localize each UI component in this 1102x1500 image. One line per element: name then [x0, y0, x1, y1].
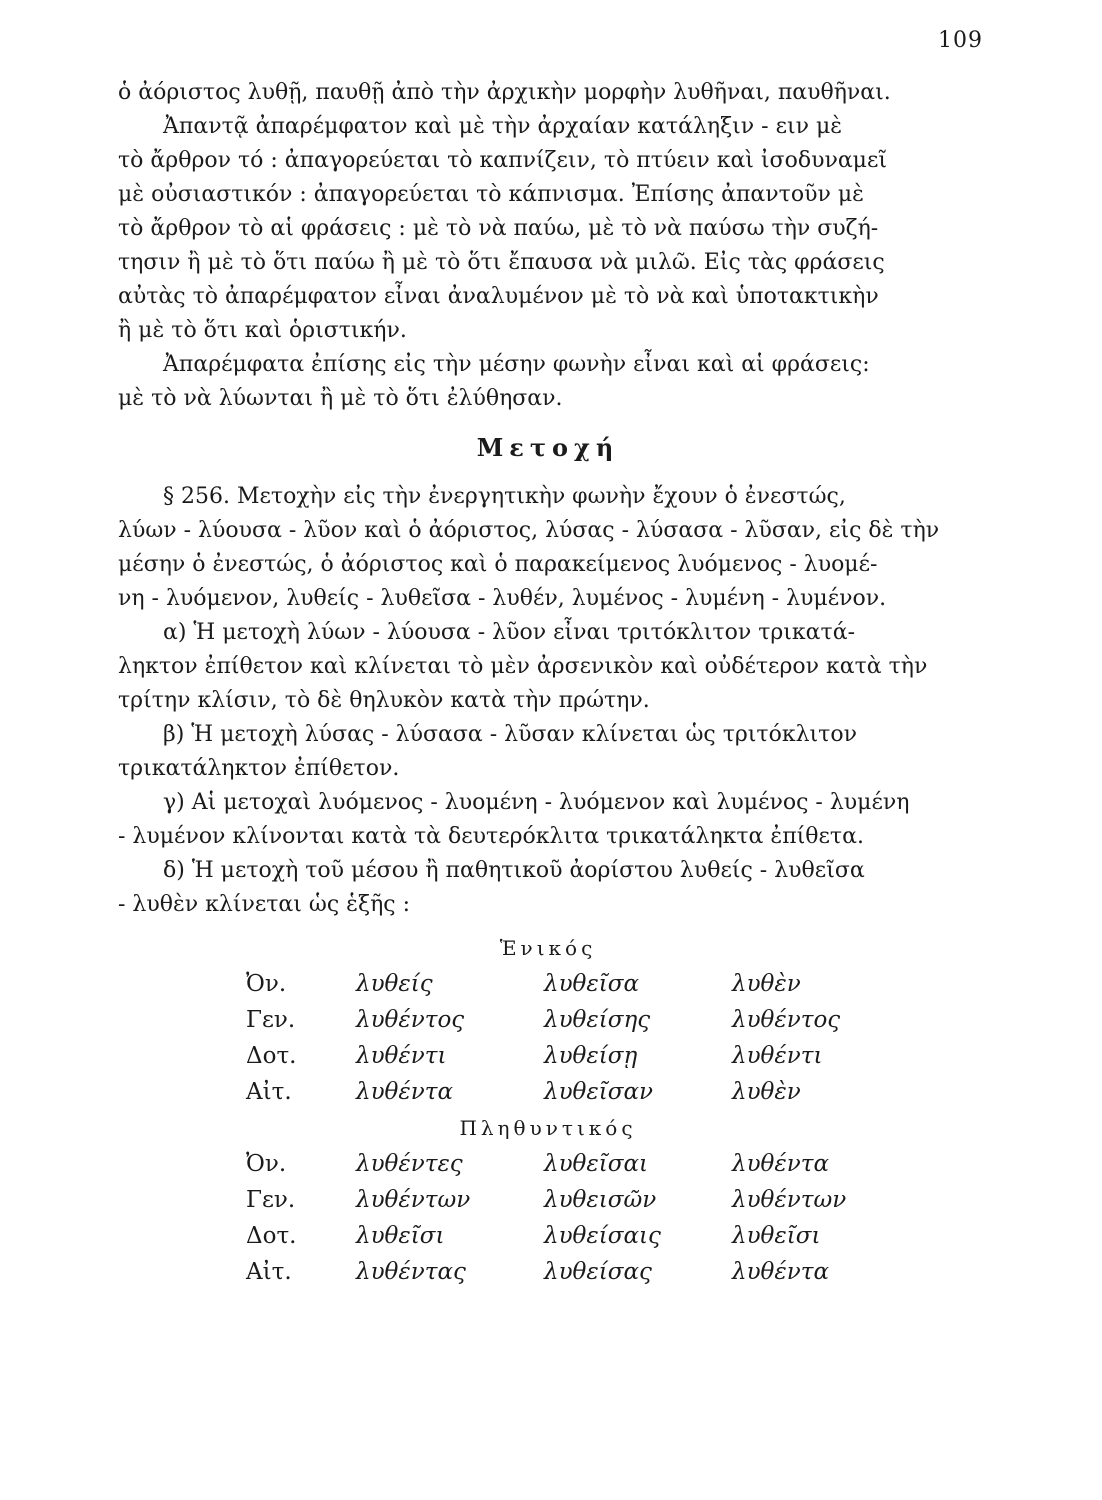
case-label: Γεν.: [246, 1007, 296, 1033]
singular-caption: Ἑνικός: [499, 936, 597, 960]
text-line: Ἀπαρέμφατα ἐπίσης εἰς τὴν μέσην φωνὴν εἶναι καὶ αἱ φράσεις:: [163, 352, 870, 377]
text-line: δ) Ἡ μετοχὴ τοῦ μέσου ἢ παθητικοῦ ἀορίστου λυθείς - λυθεῖσα: [163, 858, 865, 883]
text-line: μὲ τὸ νὰ λύωνται ἢ μὲ τὸ ὅτι ἐλύθησαν.: [118, 386, 563, 411]
neuter-form: λυθέντος: [732, 1007, 841, 1033]
neuter-form: λυθέντα: [732, 1151, 829, 1177]
text-line: τρικατάληκτον ἐπίθετον.: [118, 756, 400, 781]
table-row: [246, 1218, 892, 1254]
page-body: [118, 76, 978, 1290]
case-label: Ὀν.: [246, 1151, 287, 1177]
text-line: - λυθὲν κλίνεται ὡς ἑξῆς :: [118, 892, 410, 917]
table-row: [246, 1002, 892, 1038]
masculine-form: λυθείς: [356, 971, 433, 997]
masculine-form: λυθέντι: [356, 1043, 447, 1069]
case-label: Ὀν.: [246, 971, 287, 997]
table-row: [246, 1074, 892, 1110]
case-label: Γεν.: [246, 1187, 296, 1213]
text-line: § 256. Μετοχὴν εἰς τὴν ἐνεργητικὴν φωνὴν ἔχουν ὁ ἐνεστώς,: [163, 484, 846, 509]
feminine-form: λυθεῖσαι: [544, 1151, 649, 1177]
masculine-form: λυθέντες: [356, 1151, 463, 1177]
feminine-form: λυθεῖσαν: [544, 1079, 653, 1105]
case-label: Αἰτ.: [246, 1079, 292, 1105]
text-line: τὸ ἄρθρον τὸ αἱ φράσεις : μὲ τὸ νὰ παύω, μὲ τὸ νὰ παύσω τὴν συζή-: [118, 216, 879, 241]
case-label: Δοτ.: [246, 1223, 297, 1249]
feminine-form: λυθείσῃ: [544, 1043, 638, 1069]
text-line: ληκτον ἐπίθετον καὶ κλίνεται τὸ μὲν ἀρσενικὸν καὶ οὐδέτερον κατὰ τὴν: [118, 654, 928, 679]
text-line: α) Ἡ μετοχὴ λύων - λύουσα - λῦον εἶναι τριτόκλιτον τρικατά-: [163, 620, 856, 645]
table-row: [246, 1146, 892, 1182]
text-line: αὐτὰς τὸ ἀπαρέμφατον εἶναι ἀναλυμένον μὲ τὸ νὰ καὶ ὑποτακτικὴν: [118, 284, 879, 309]
text-line: γ) Αἱ μετοχαὶ λυόμενος - λυομένη - λυόμενον καὶ λυμένος - λυμένη: [163, 790, 910, 815]
table-row: [246, 1182, 892, 1218]
neuter-form: λυθεῖσι: [732, 1223, 821, 1249]
section-title: Μετοχή: [476, 433, 620, 462]
text-line: ὁ ἀόριστος λυθῇ, παυθῇ ἀπὸ τὴν ἀρχικὴν μορφὴν λυθῆναι, παυθῆναι.: [118, 80, 891, 105]
text-line: μὲ οὐσιαστικόν : ἀπαγορεύεται τὸ κάπνισμα. Ἐπίσης ἀπαντοῦν μὲ: [118, 182, 864, 207]
plural-table: [246, 1146, 892, 1290]
text-line: λύων - λύουσα - λῦον καὶ ὁ ἀόριστος, λύσας - λύσασα - λῦσαν, εἰς δὲ τὴν: [118, 518, 940, 543]
neuter-form: λυθέντι: [732, 1043, 823, 1069]
masculine-form: λυθέντας: [356, 1259, 466, 1285]
singular-table: [246, 966, 892, 1110]
feminine-form: λυθεισῶν: [544, 1187, 657, 1213]
page-number: 109: [938, 28, 983, 53]
neuter-form: λυθέντα: [732, 1259, 829, 1285]
text-line: μέσην ὁ ἐνεστώς, ὁ ἀόριστος καὶ ὁ παρακείμενος λυόμενος - λυομέ-: [118, 552, 878, 577]
feminine-form: λυθεῖσα: [544, 971, 639, 997]
text-line: β) Ἡ μετοχὴ λύσας - λύσασα - λῦσαν κλίνεται ὡς τριτόκλιτον: [163, 722, 857, 747]
table-row: [246, 966, 892, 1002]
text-line: τρίτην κλίσιν, τὸ δὲ θηλυκὸν κατὰ τὴν πρώτην.: [118, 688, 650, 713]
neuter-form: λυθὲν: [732, 971, 801, 997]
text-line: τησιν ἢ μὲ τὸ ὅτι παύω ἢ μὲ τὸ ὅτι ἔπαυσα νὰ μιλῶ. Εἰς τὰς φράσεις: [118, 250, 885, 275]
neuter-form: λυθέντων: [732, 1187, 847, 1213]
feminine-form: λυθείσης: [544, 1007, 651, 1033]
table-row: [246, 1254, 892, 1290]
text-line: - λυμένον κλίνονται κατὰ τὰ δευτερόκλιτα τρικατάληκτα ἐπίθετα.: [118, 824, 864, 849]
feminine-form: λυθείσαις: [544, 1223, 661, 1249]
text-line: Ἀπαντᾷ ἀπαρέμφατον καὶ μὲ τὴν ἀρχαίαν κατάληξιν - ειν μὲ: [163, 114, 843, 139]
case-label: Αἰτ.: [246, 1259, 292, 1285]
table-row: [246, 1038, 892, 1074]
masculine-form: λυθεῖσι: [356, 1223, 445, 1249]
text-line: τὸ ἄρθρον τό : ἀπαγορεύεται τὸ καπνίζειν, τὸ πτύειν καὶ ἰσοδυναμεῖ: [118, 148, 887, 173]
text-line: ἢ μὲ τὸ ὅτι καὶ ὁριστικήν.: [118, 318, 407, 343]
plural-caption: Πληθυντικός: [459, 1116, 637, 1140]
text-line: νη - λυόμενον, λυθείς - λυθεῖσα - λυθέν, λυμένος - λυμένη - λυμένον.: [118, 586, 887, 611]
case-label: Δοτ.: [246, 1043, 297, 1069]
masculine-form: λυθέντος: [356, 1007, 465, 1033]
masculine-form: λυθέντα: [356, 1079, 453, 1105]
feminine-form: λυθείσας: [544, 1259, 652, 1285]
masculine-form: λυθέντων: [356, 1187, 471, 1213]
neuter-form: λυθὲν: [732, 1079, 801, 1105]
